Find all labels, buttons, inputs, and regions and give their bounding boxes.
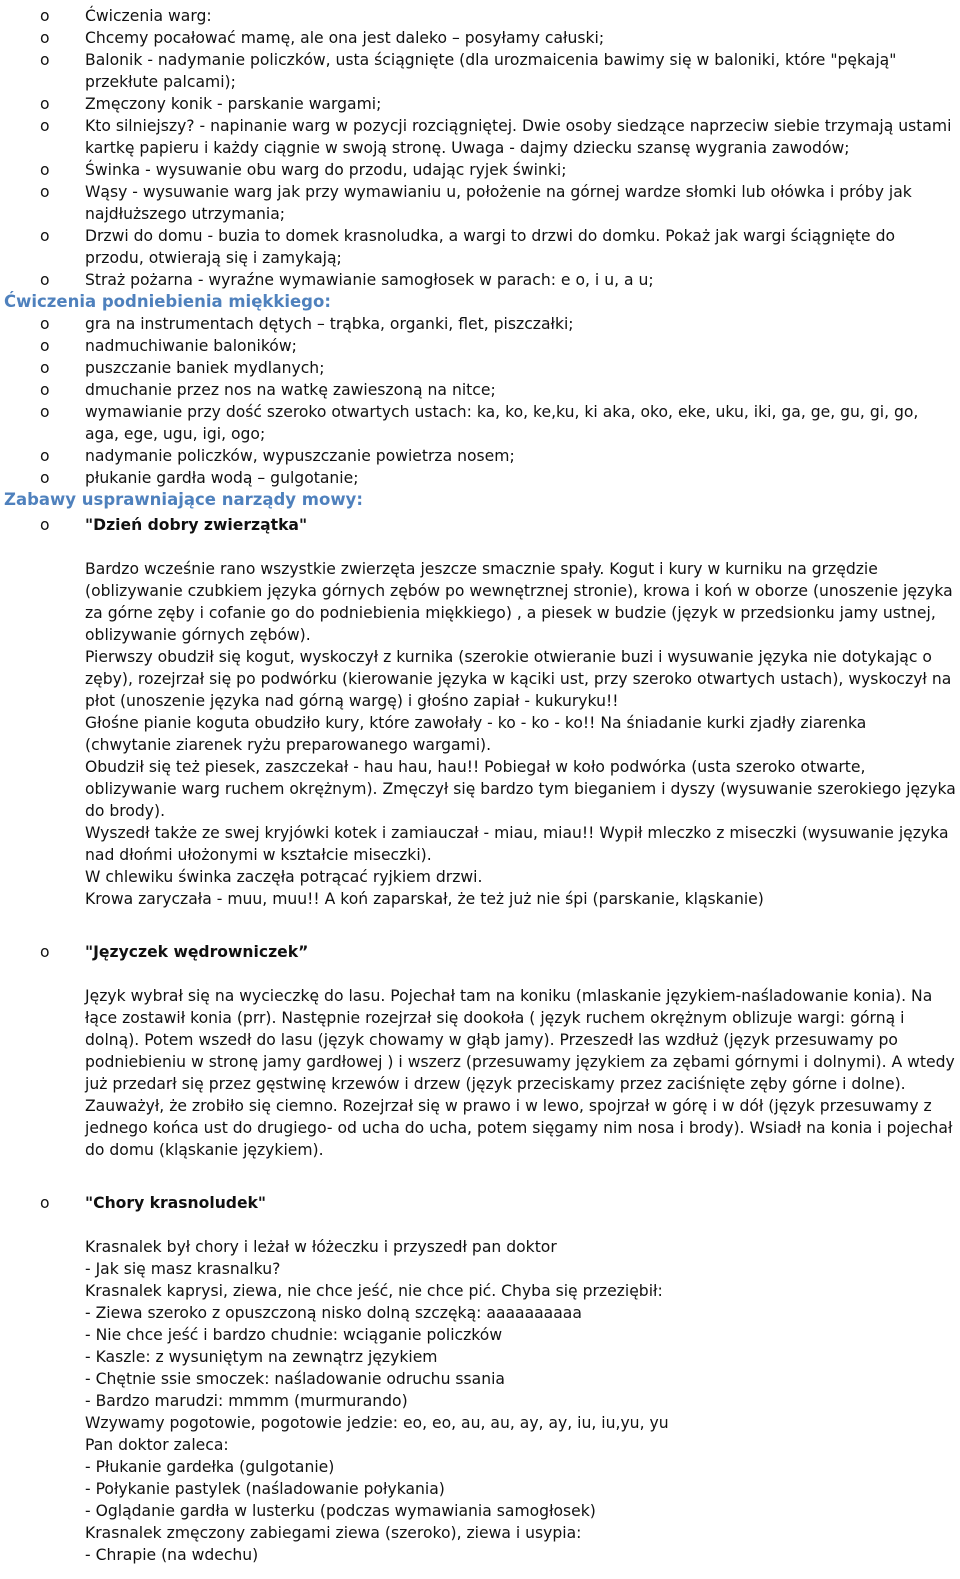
bullet-marker: o: [40, 7, 50, 25]
list-item: o Chcemy pocałować mamę, ale ona jest daleko – posyłamy całuski;: [40, 29, 605, 47]
story-paragraph: Wyszedł także ze swej kryjówki kotek i zamiauczał - miau, miau!! Wypił mleczko z miseczki (wysuwanie języka nad dłońmi ułożonymi w kształcie miseczki).: [85, 824, 949, 864]
list-item: o Świnka - wysuwanie obu warg do przodu, udając ryjek świnki;: [40, 161, 567, 179]
list-item: o dmuchanie przez nos na watkę zawieszoną na nitce;: [40, 381, 496, 399]
bullet-marker: o: [40, 95, 50, 113]
list-item: o wymawianie przy dość szeroko otwartych ustach: ka, ko, ke,ku, ki aka, oko, eke, uku, iki, ga, ge, gu, gi, go, aga, ege, ugu, igi, ogo;: [40, 403, 919, 443]
list-item: o Zmęczony konik - parskanie wargami;: [40, 95, 382, 113]
story-paragraph: Pierwszy obudził się kogut, wyskoczył z kurnika (szerokie otwieranie buzi i wysuwanie języka nie dotykając o zęby), rozejrzał się po podwórku (kierowanie języka w kąciki ust, przy szeroko otwartych ustach), wyskoczył na płot (unoszenie języka nad górną wargę) i głośno zapiał - kukuryku!!: [85, 648, 952, 710]
story-line: Pan doktor zaleca:: [85, 1436, 229, 1454]
story-paragraph: W chlewiku świnka zaczęła potrącać ryjkiem drzwi.: [85, 868, 483, 886]
story-title: o "Chory krasnoludek": [40, 1194, 267, 1212]
bullet-marker: o: [40, 227, 50, 245]
list-item: o puszczanie baniek mydlanych;: [40, 359, 325, 377]
story-line: - Ziewa szeroko z opuszczoną nisko dolną szczęką: aaaaaaaaaa: [85, 1304, 582, 1322]
story-line: - Jak się masz krasnalku?: [85, 1260, 281, 1278]
list-item: o gra na instrumentach dętych – trąbka, organki, flet, piszczałki;: [40, 315, 574, 333]
palate-exercise-list: [0, 313, 960, 489]
story-title: o "Języczek wędrowniczek”: [40, 943, 309, 961]
bullet-marker: o: [40, 315, 50, 333]
story-line: - Bardzo marudzi: mmmm (murmurando): [85, 1392, 408, 1410]
story-paragraph: Głośne pianie koguta obudziło kury, które zawołały - ko - ko - ko!! Na śniadanie kurki zjadły ziarenka (chwytanie ziarenek ryżu preparowanego wargami).: [85, 714, 867, 754]
bullet-marker: o: [40, 381, 50, 399]
story-line: - Nie chce jeść i bardzo chudnie: wciąganie policzków: [85, 1326, 503, 1344]
bullet-marker: o: [40, 271, 50, 289]
story-line: Wzywamy pogotowie, pogotowie jedzie: eo, eo, au, au, ay, ay, iu, iu,yu, yu: [85, 1414, 669, 1432]
story-line: - Oglądanie gardła w lusterku (podczas wymawiania samogłosek): [85, 1502, 596, 1520]
spacer: [0, 963, 960, 985]
bullet-marker: o: [40, 469, 50, 487]
story-line: - Kaszle: z wysuniętym na zewnątrz językiem: [85, 1348, 438, 1366]
bullet-marker: o: [40, 943, 50, 961]
spacer: [0, 910, 960, 941]
lip-exercise-list: [0, 5, 960, 291]
story-wandering-tongue: [0, 941, 960, 1161]
bullet-marker: o: [40, 117, 50, 135]
story-line: Krasnalek zmęczony zabiegami ziewa (szeroko), ziewa i usypia:: [85, 1524, 582, 1542]
bullet-marker: o: [40, 447, 50, 465]
spacer: [0, 1214, 960, 1236]
story-line: - Płukanie gardełka (gulgotanie): [85, 1458, 335, 1476]
list-item: o Drzwi do domu - buzia to domek krasnoludka, a wargi to drzwi do domku. Pokaż jak wargi ściągnięte do przodu, otwierają się i zamykają;: [40, 227, 896, 267]
bullet-marker: o: [40, 403, 50, 421]
story-line: Krasnalek kaprysi, ziewa, nie chce jeść, nie chce pić. Chyba się przeziębił:: [85, 1282, 663, 1300]
games-section-heading: Zabawy usprawniające narządy mowy:: [4, 490, 363, 509]
story-paragraph: Język wybrał się na wycieczkę do lasu. Pojechał tam na koniku (mlaskanie językiem-naśladowanie konia). Na łące zostawił konia (prr). Następnie rozejrzał się dookoła ( język ruchem okrężnym oblizuje wargi: górną i dolną). Potem wszedł do lasu (język chowamy w głąb jamy). Przeszedł las wzdłuż (język przesuwamy po podniebieniu w stronę jamy gardłowej ) i wszerz (przesuwamy językiem za zębami górnymi i dolnymi). A wtedy już przedarł się przez gęstwinę krzewów i drzew (język przeciskamy przez zaciśnięte zęby górne i dolne). Zauważył, że zrobiło się ciemno. Rozejrzał się w prawo i w lewo, spojrzał w górę i w dół (język przesuwamy z jednego końca ust do drugiego- od ucha do ucha, potem sięgamy nim nosa i brody). Wsiadł na konia i pojechał do domu (kląskanie językiem).: [85, 987, 955, 1159]
story-title: o "Dzień dobry zwierzątka": [40, 516, 308, 534]
bullet-marker: o: [40, 337, 50, 355]
story-paragraph: Obudził się też piesek, zaszczekał - hau hau, hau!! Pobiegał w koło podwórka (usta szeroko otwarte, oblizywanie warg ruchem okrężnym). Zmęczył się bardzo tym bieganiem i dyszy (wysuwanie szerokiego języka do brody).: [85, 758, 956, 820]
list-item: o Kto silniejszy? - napinanie warg w pozycji rozciągniętej. Dwie osoby siedzące naprzeciw siebie trzymają ustami kartkę papieru i każdy ciągnie w swoją stronę. Uwaga - dajmy dziecku szansę wygrania zawodów;: [40, 117, 952, 157]
list-item: o Straż pożarna - wyraźne wymawianie samogłosek w parach: e o, i u, a u;: [40, 271, 654, 289]
list-item: o płukanie gardła wodą – gulgotanie;: [40, 469, 359, 487]
bullet-marker: o: [40, 51, 50, 69]
story-sick-dwarf: [0, 1192, 960, 1566]
story-paragraph: Bardzo wcześnie rano wszystkie zwierzęta jeszcze smacznie spały. Kogut i kury w kurniku na grzędzie (oblizywanie czubkiem języka górnych zębów po wewnętrznej stronie), krowa i koń w oborze (unoszenie języka za górne zęby i cofanie go do podniebienia miękkiego) , a piesek w budzie (język w przedsionku jamy ustnej, oblizywanie górnych zębów).: [85, 560, 953, 644]
story-line: - Połykanie pastylek (naśladowanie połykania): [85, 1480, 445, 1498]
bullet-marker: o: [40, 359, 50, 377]
list-item: o nadmuchiwanie baloników;: [40, 337, 297, 355]
story-good-morning-animals: [0, 514, 960, 910]
list-item: o Ćwiczenia warg:: [40, 7, 212, 25]
spacer: [0, 1161, 960, 1192]
spacer: [0, 536, 960, 558]
story-paragraph: Krowa zaryczała - muu, muu!! A koń zaparskał, że też już nie śpi (parskanie, kląskanie): [85, 890, 764, 908]
story-line: - Chętnie ssie smoczek: naśladowanie odruchu ssania: [85, 1370, 505, 1388]
story-line: Krasnalek był chory i leżał w łóżeczku i przyszedł pan doktor: [85, 1238, 557, 1256]
palate-section-heading: Ćwiczenia podniebienia miękkiego:: [4, 292, 331, 311]
list-item: o nadymanie policzków, wypuszczanie powietrza nosem;: [40, 447, 515, 465]
bullet-marker: o: [40, 1194, 50, 1212]
bullet-marker: o: [40, 516, 50, 534]
list-item: o Wąsy - wysuwanie warg jak przy wymawianiu u, położenie na górnej wardze słomki lub ołówka i próby jak najdłuższego utrzymania;: [40, 183, 912, 223]
list-item: o Balonik - nadymanie policzków, usta ściągnięte (dla urozmaicenia bawimy się w baloniki, które "pękają" przekłute palcami);: [40, 51, 897, 91]
story-line: - Chrapie (na wdechu): [85, 1546, 259, 1564]
bullet-marker: o: [40, 183, 50, 201]
bullet-marker: o: [40, 29, 50, 47]
bullet-marker: o: [40, 161, 50, 179]
